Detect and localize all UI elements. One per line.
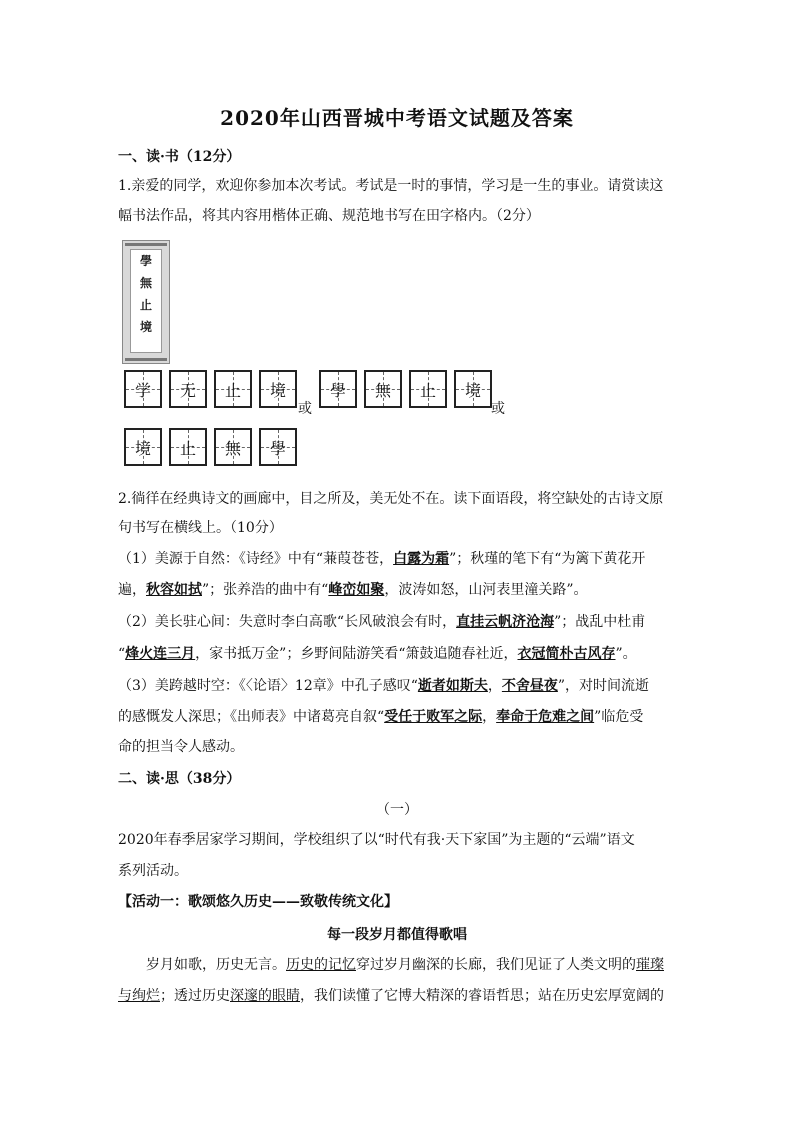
grid-character: 止: [224, 380, 241, 400]
grid-character: 境: [464, 380, 481, 400]
q2-line2: 句书写在横线上。（10分）: [118, 520, 283, 536]
passage-text-h: ，我们读懂了它博大精深的睿语哲思；站在历史宏厚宽阔的: [300, 988, 664, 1004]
grid-character: 止: [179, 438, 196, 458]
grid-character: 止: [419, 380, 436, 400]
passage-underline-e: 与绚烂: [118, 988, 160, 1004]
grid-character: 境: [269, 380, 286, 400]
grid-character: 學: [269, 438, 286, 458]
passage-line2: [118, 986, 664, 1006]
subsection-number: （一）: [376, 802, 418, 818]
q2-2-line1: [118, 612, 645, 632]
activity1-heading: 【活动一：歌颂悠久历史——致敬传统文化】: [118, 894, 398, 910]
section1-heading: 一、读·书（12分）: [118, 149, 241, 165]
scroll-char: 止: [139, 298, 152, 312]
q2-2-line2: [118, 644, 637, 664]
scroll-top-rod: [125, 243, 167, 246]
q2-3-text-f: 的感慨发人深思；《出师表》中诸葛亮自叙“: [118, 709, 385, 725]
q2-3-line1: [118, 676, 649, 696]
answer-bailu: 白露为霜: [393, 551, 450, 567]
section2-heading: 二、读·思（38分）: [118, 771, 241, 787]
q2-3-text-a: （3）美跨越时空：《〈论语〉12章》中孔子感叹“: [118, 678, 418, 694]
q2-3-text-e: ”，对时间流逝: [557, 678, 650, 694]
q2-1-text-d: 遍，: [118, 582, 146, 598]
q2-2-text-c: ”；战乱中杜甫: [554, 614, 646, 630]
q2-2-text-h: ”。: [615, 646, 637, 662]
q2-1-line2: [118, 580, 588, 600]
answer-yiguan: 衣冠简朴古风存: [517, 646, 616, 662]
q2-1-text-c: ”；秋瑾的笔下有“为篱下黄花开: [449, 551, 646, 567]
grid-character: 境: [134, 438, 151, 458]
scroll-char: 學: [139, 254, 152, 268]
q2-2-text-d: “: [118, 646, 126, 662]
calligraphy-scroll-image: [122, 240, 170, 364]
tian-grid-box: [214, 370, 252, 408]
tian-grid-box: [454, 370, 492, 408]
q2-line1: 2.徜徉在经典诗文的画廊中，目之所及，美无处不在。读下面语段，将空缺处的古诗文原: [118, 491, 664, 507]
passage-title: 每一段岁月都值得歌唱: [327, 927, 467, 943]
tian-grid-box: [364, 370, 402, 408]
answer-shouren: 受任于败军之际: [384, 709, 483, 725]
scroll-char: 無: [139, 276, 152, 290]
passage-line1: [146, 955, 664, 975]
grid-character: 学: [134, 380, 151, 400]
grid-character: 无: [179, 380, 196, 400]
grid-character: 無: [224, 438, 241, 458]
passage-underline-d: 璀璨: [636, 957, 664, 973]
answer-qiurong: 秋容如拭: [146, 582, 202, 598]
page-title: 2020年山西晋城中考语文试题及答案: [220, 106, 574, 130]
tian-grid-box: [319, 370, 357, 408]
passage-underline-g: 深邃的眼睛: [230, 988, 300, 1004]
answer-fengming: 奉命于危难之间: [496, 709, 595, 725]
tian-grid-box: [169, 428, 207, 466]
q2-2-text-a: （2）美长驻心间：失意时李白高歌“长风破浪会有时，: [118, 614, 457, 630]
scroll-bottom-rod: [125, 358, 167, 361]
answer-fengluan: 峰峦如聚: [328, 582, 385, 598]
answer-zhigua: 直挂云帆济沧海: [456, 614, 555, 630]
tian-grid-box: [259, 370, 297, 408]
q2-1-text-f: ”；张养浩的曲中有“: [202, 582, 329, 598]
q2-3-text-h: ，: [482, 709, 497, 725]
answer-bushe: 不舍昼夜: [501, 678, 558, 694]
q2-1-text-a: （1）美源于自然：《诗经》中有“蒹葭苍苍，: [118, 551, 394, 567]
answer-fenghuo: 烽火连三月: [125, 646, 196, 662]
grid-character: 學: [329, 380, 346, 400]
or-label-1: 或: [298, 401, 312, 417]
tian-grid-box: [169, 370, 207, 408]
passage-text-c: 穿过岁月幽深的长廊，我们见证了人类文明的: [356, 957, 636, 973]
q2-1-line1: [118, 549, 645, 569]
tian-grid-box: [259, 428, 297, 466]
scroll-calligraphy-text: [130, 249, 162, 353]
q2-2-text-f: ，家书抵万金”；乡野间陆游笑看“箫鼓追随春社近，: [195, 646, 518, 662]
grid-character: 無: [374, 380, 391, 400]
answer-shizhe: 逝者如斯夫: [417, 678, 488, 694]
intro-line2: 系列活动。: [118, 863, 188, 879]
or-label-2: 或: [491, 401, 505, 417]
q2-3-text-j: ”临危受: [594, 709, 644, 725]
q2-3-text-c: ，: [487, 678, 502, 694]
q2-3-line2: [118, 707, 643, 727]
intro-line1: 2020年春季居家学习期间，学校组织了以“时代有我·天下家国”为主题的“云端”语文: [118, 832, 635, 848]
q1-line2: 幅书法作品，将其内容用楷体正确、规范地书写在田字格内。（2分）: [118, 208, 540, 224]
passage-underline-b: 历史的记忆: [286, 957, 356, 973]
passage-text-f: ；透过历史: [160, 988, 230, 1004]
tian-grid-box: [124, 370, 162, 408]
passage-text-a: 岁月如歌，历史无言。: [146, 957, 286, 973]
tian-grid-box: [124, 428, 162, 466]
q2-1-text-h: ，波涛如怒，山河表里潼关路”。: [384, 582, 588, 598]
q1-line1: 1.亲爱的同学，欢迎你参加本次考试。考试是一时的事情，学习是一生的事业。请赏读这: [118, 178, 664, 194]
scroll-char: 境: [139, 320, 152, 334]
tian-grid-box: [214, 428, 252, 466]
tian-grid-box: [409, 370, 447, 408]
q2-3-line3: 命的担当令人感动。: [118, 739, 244, 755]
